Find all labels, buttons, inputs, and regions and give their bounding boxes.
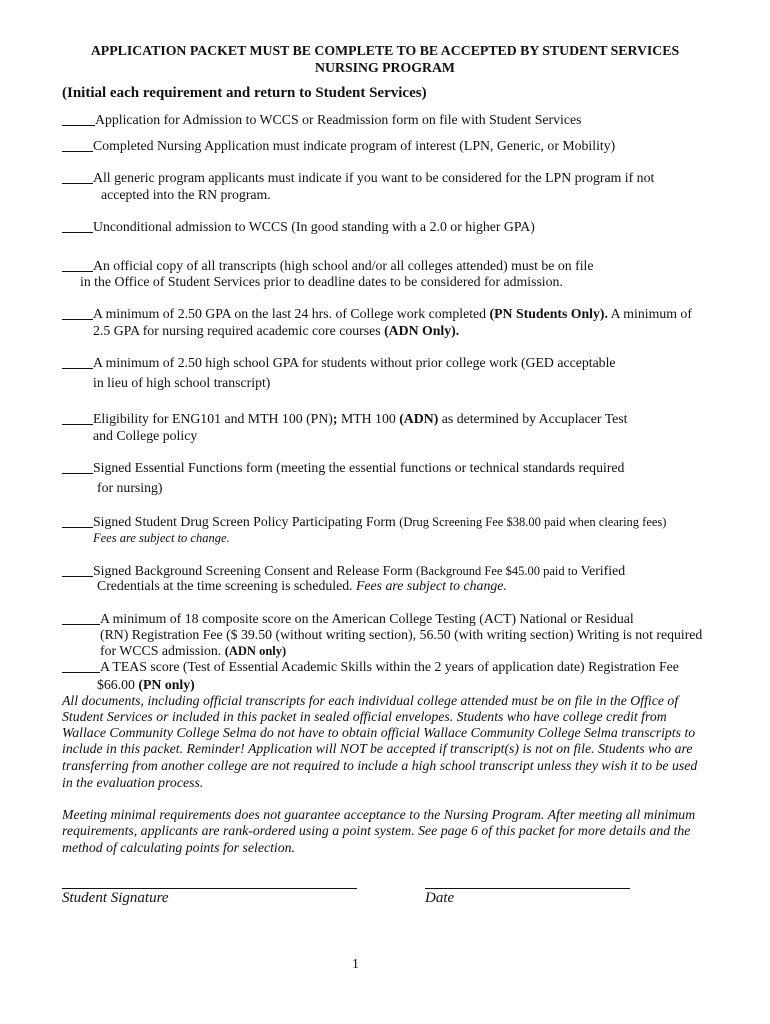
initials-blank (62, 424, 93, 425)
requirement-line (62, 411, 627, 427)
initials-blank (62, 125, 95, 126)
documents-note-line: Wallace Community College Selma do not have to obtain official Wallace Community College Selma transcripts to (62, 725, 696, 740)
page-number: 1 (352, 956, 359, 971)
student-signature-line (62, 888, 357, 889)
requirement-text: for WCCS admission. (100, 643, 225, 658)
requirement-line (62, 563, 625, 579)
requirement-line (62, 258, 594, 274)
requirement-text: in lieu of high school transcript) (93, 375, 271, 390)
student-signature-label: Student Signature (62, 890, 169, 906)
requirement-continuation (97, 677, 195, 693)
initials-blank (62, 624, 100, 625)
selection-note-line: Meeting minimal requirements does not guarantee acceptance to the Nursing Program. After meeting all minimum (62, 807, 696, 822)
documents-note-line: Student Services or included in this packet in sealed official envelopes. Students who have college credit from (62, 709, 667, 724)
requirement-text: Verified (577, 563, 626, 578)
requirement-continuation (100, 643, 286, 659)
requirement-continuation (97, 578, 507, 594)
fee-note-text: (Drug Screening Fee $38.00 paid when clearing fees) (399, 515, 667, 529)
documents-note-line: include in this packet. Reminder! Application will NOT be accepted if transcript(s) is not on file. Students who are (62, 741, 693, 756)
requirement-separator: ; (332, 411, 338, 426)
requirement-line (62, 112, 581, 128)
requirement-qualifier: (PN Students Only). (489, 306, 608, 321)
requirement-text: Unconditional admission to WCCS (In good standing with a 2.0 or higher GPA) (93, 219, 535, 234)
requirement-text: A minimum of (607, 306, 692, 321)
requirement-text: An official copy of all transcripts (high school and/or all colleges attended) must be on file (93, 258, 594, 273)
initials-blank (62, 368, 93, 369)
fee-change-text: Fees are subject to change. (356, 578, 507, 593)
packet-title: APPLICATION PACKET MUST BE COMPLETE TO BE ACCEPTED BY STUDENT SERVICES (90, 43, 680, 58)
requirement-text: for nursing) (97, 480, 163, 495)
requirement-continuation (93, 375, 270, 391)
requirement-text: Application for Admission to WCCS or Readmission form on file with Student Services (95, 112, 582, 127)
requirement-text: A minimum of 18 composite score on the American College Testing (ACT) National or Residual (100, 611, 634, 626)
requirement-line (62, 611, 634, 627)
requirement-line (62, 659, 679, 675)
requirement-text: in the Office of Student Services prior to deadline dates to be considered for admission. (80, 274, 563, 289)
initials-blank (62, 151, 93, 152)
requirement-continuation (100, 627, 702, 643)
requirement-qualifier: (ADN Only). (384, 323, 460, 338)
requirement-qualifier: (ADN) (399, 411, 439, 426)
requirement-line (62, 306, 692, 322)
requirement-text: A TEAS score (Test of Essential Academic Skills within the 2 years of application date) Registration Fee (100, 659, 679, 674)
documents-note-line: transferring from another college are not required to include a high school transcript unless they wish it to be used (62, 758, 698, 773)
requirement-text: and College policy (93, 428, 198, 443)
requirement-continuation (93, 428, 197, 444)
requirement-line (62, 138, 615, 154)
selection-note-line: requirements, applicants are rank-ordered using a point system. See page 6 of this packet for more details and the (62, 823, 691, 838)
requirement-line (62, 460, 624, 476)
initials-blank (62, 672, 100, 673)
requirement-text: MTH 100 (337, 411, 400, 426)
initials-blank (62, 576, 93, 577)
requirement-line (62, 219, 535, 235)
requirement-line (62, 170, 654, 186)
requirement-text: All generic program applicants must indicate if you want to be considered for the LPN program if not (93, 170, 655, 185)
requirement-text: A minimum of 2.50 GPA on the last 24 hrs. of College work completed (93, 306, 490, 321)
requirement-continuation (80, 274, 563, 290)
instruction-heading: (Initial each requirement and return to Student Services) (62, 85, 427, 101)
requirement-text: $66.00 (97, 677, 139, 692)
date-label: Date (425, 890, 455, 906)
requirement-qualifier: (ADN only) (224, 644, 287, 658)
requirement-text: Credentials at the time screening is scheduled. (97, 578, 356, 593)
selection-note-line: method of calculating points for selection. (62, 840, 295, 855)
requirement-qualifier: (PN only) (138, 677, 195, 692)
requirement-text: (RN) Registration Fee ($ 39.50 (without writing section), 56.50 (with writing section) Writing is not required (100, 627, 703, 642)
documents-note-line: in the evaluation process. (62, 775, 204, 790)
requirement-text: Signed Student Drug Screen Policy Participating Form (93, 514, 400, 529)
requirement-text: Signed Essential Functions form (meeting the essential functions or technical standards required (93, 460, 625, 475)
initials-blank (62, 473, 93, 474)
fee-change-text: Fees are subject to change. (93, 531, 230, 545)
program-title: NURSING PROGRAM (315, 60, 455, 75)
requirement-text: Eligibility for ENG101 and MTH 100 (PN) (93, 411, 333, 426)
requirement-text: accepted into the RN program. (101, 187, 271, 202)
fee-change-note (93, 530, 230, 546)
requirement-line (62, 514, 666, 530)
requirement-continuation (93, 323, 459, 339)
requirement-text: A minimum of 2.50 high school GPA for students without prior college work (GED acceptable (93, 355, 616, 370)
initials-blank (62, 527, 93, 528)
initials-blank (62, 183, 93, 184)
fee-note-text: (Background Fee $45.00 paid to (416, 564, 578, 578)
requirement-continuation (97, 480, 163, 496)
initials-blank (62, 319, 93, 320)
initials-blank (62, 232, 93, 233)
date-line (425, 888, 630, 889)
requirement-text: 2.5 GPA for nursing required academic core courses (93, 323, 385, 338)
requirement-text: as determined by Accuplacer Test (438, 411, 628, 426)
requirement-continuation (101, 187, 271, 203)
initials-blank (62, 271, 93, 272)
documents-note-line: All documents, including official transcripts for each individual college attended must be on file in the Office of (62, 693, 679, 708)
requirement-text: Signed Background Screening Consent and Release Form (93, 563, 417, 578)
requirement-text: Completed Nursing Application must indicate program of interest (LPN, Generic, or Mobility) (93, 138, 616, 153)
requirement-line (62, 355, 616, 371)
